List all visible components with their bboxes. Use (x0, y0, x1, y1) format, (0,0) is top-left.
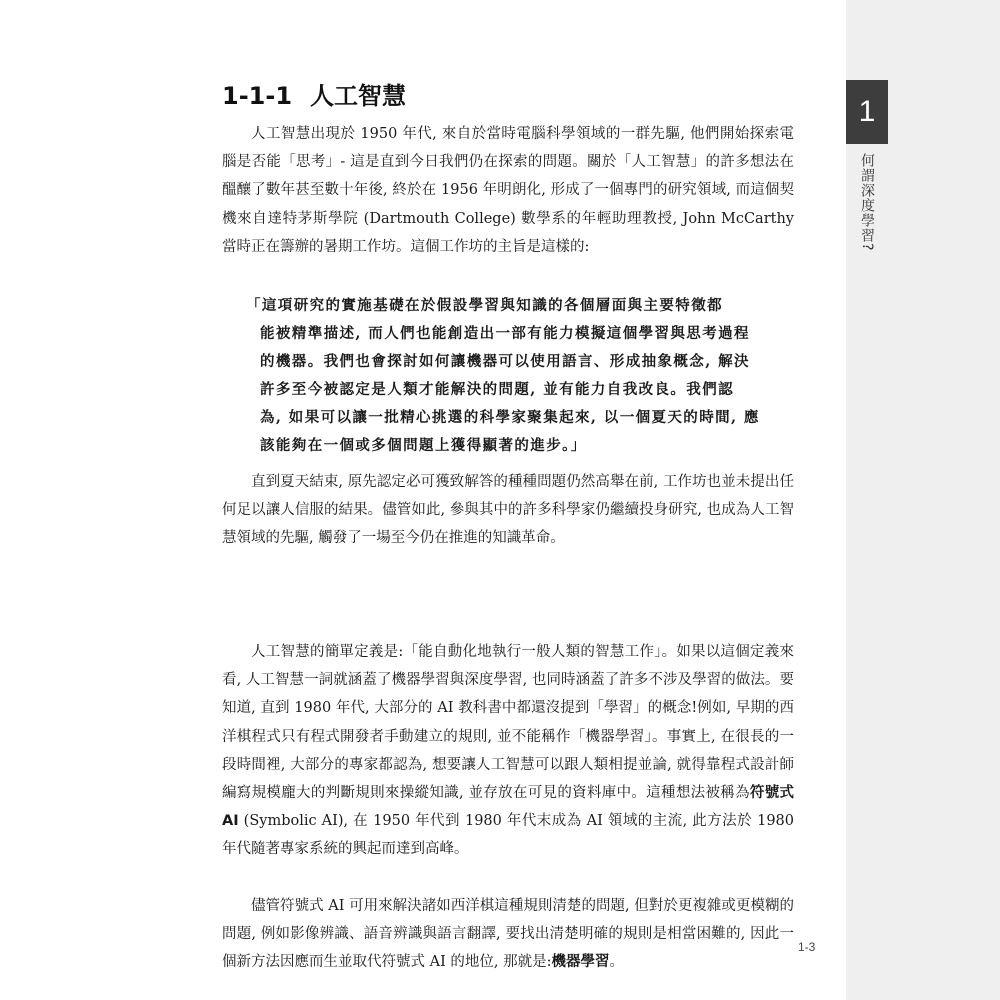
chapter-title-vertical: 何謂深度學習? (859, 153, 875, 252)
page-number: 1-3 (798, 940, 816, 954)
paragraph-ai-definition (222, 638, 794, 892)
paragraph-text: 人工智慧的簡單定義是:「能自動化地執行一般人類的智慧工作」。如果以這個定義來看, 人工智慧一詞就涵蓋了機器學習與深度學習, 也同時涵蓋了許多不涉及學習的做法。要知道, 直到 1980 年代, 大部分的 AI 教科書中都還沒提到「學習」的概念!例如, 早期的西洋棋程式只有程式開發者手動建立的規則, 並不能稱作「機器學習」。事實上, 在很長的一段時間裡, 大部分的專家都認為, 想要讓人工智慧可以跟人類相提並論, 就得靠程式設計師編寫規模龐大的判斷規則來操縱知識, 並存放在可見的資料庫中。這種想法被稱為 (222, 644, 794, 802)
term-symbolic-ai: 符號式 AI (222, 785, 795, 830)
paragraph-intro: 人工智慧出現於 1950 年代, 來自於當時電腦科學領域的一群先驅, 他們開始探索電腦是否能「思考」- 這是直到今日我們仍在探索的問題。關於「人工智慧」的許多想法在醞釀了數年甚至數十年後, 終於在 1956 年明朗化, 形成了一個專門的研究領域, 而這個契機來自達特茅斯學院 (Dartmouth College) 數學系的年輕助理教授, John McCarthy 當時正在籌辦的暑期工作坊。這個工作坊的主旨是這樣的: (222, 126, 794, 255)
chapter-number-badge: 1 (846, 80, 888, 144)
body-text (222, 120, 794, 994)
dartmouth-proposal-quote (246, 292, 782, 468)
quote-line: 該能夠在一個或多個問題上獲得顯著的進步。」 (260, 437, 587, 454)
quote-line: 為, 如果可以讓一批精心挑選的科學家聚集起來, 以一個夏天的時間, 應 (260, 409, 760, 426)
section-number: 1-1-1 (222, 82, 293, 110)
quote-line: 能被精準描述, 而人們也能創造出一部有能力模擬這個學習與思考過程 (260, 325, 750, 342)
term-machine-learning: 機器學習 (551, 954, 610, 971)
quote-line: 「這項研究的實施基礎在於假設學習與知識的各個層面與主要特徵都 (246, 297, 723, 314)
section-heading (222, 78, 406, 114)
paragraph-summer-end: 直到夏天結束, 原先認定必可獲致解答的種種問題仍然高舉在前, 工作坊也並未提出任何足以讓人信服的結果。儘管如此, 參與其中的許多科學家仍繼續投身研究, 也成為人工智慧領域的先驅, 觸發了一場至今仍在推進的知識革命。 (222, 474, 794, 547)
quote-line: 的機器。我們也會探討如何讓機器可以使用語言、形成抽象概念, 解決 (260, 353, 750, 370)
section-title: 人工智慧 (310, 82, 407, 110)
paragraph-machine-learning (222, 892, 794, 994)
quote-line: 許多至今被認定是人類才能解決的問題, 並有能力自我改良。我們認 (260, 381, 734, 398)
paragraph-text: (Symbolic AI), 在 1950 年代到 1980 年代末成為 AI 領域的主流, 此方法於 1980 年代隨著專家系統的興起而達到高峰。 (222, 813, 794, 858)
chapter-side-tab (846, 0, 1000, 1000)
paragraph-text: 儘管符號式 AI 可用來解決諸如西洋棋這種規則清楚的問題, 但對於更複雜或更模糊的問題, 例如影像辨識、語音辨識與語言翻譯, 要找出清楚明確的規則是相當困難的, 因此一個新方法因應而生並取代符號式 AI 的地位, 那就是: (222, 898, 794, 971)
paragraph-text: 。 (609, 954, 625, 971)
